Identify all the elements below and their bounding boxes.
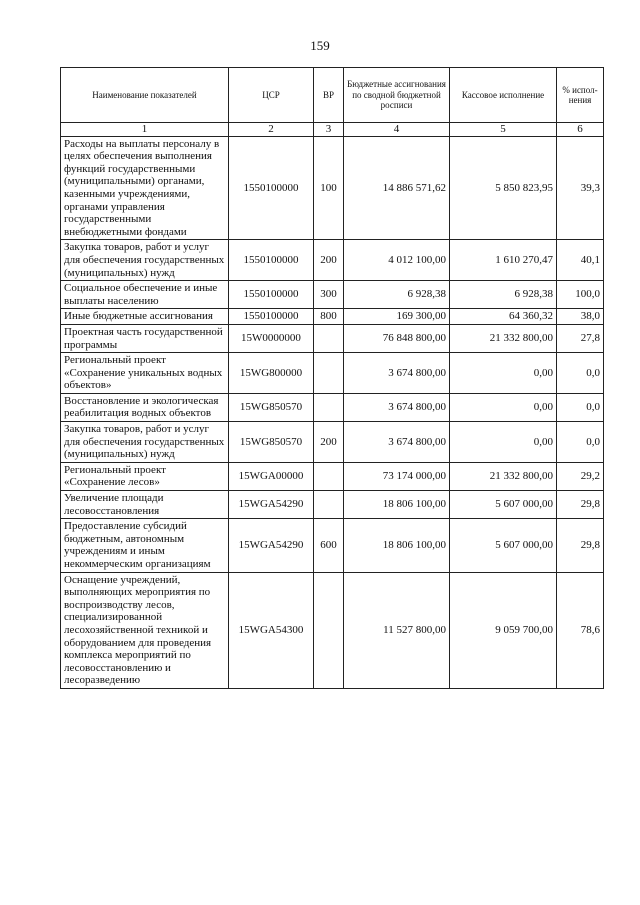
- row-name: Региональный проект «Сохранение лесов»: [61, 462, 229, 490]
- header-cash: Кассовое исполнение: [450, 68, 557, 123]
- row-vr-code: 200: [314, 240, 344, 281]
- row-percent: 29,2: [557, 462, 604, 490]
- table-row: [61, 572, 604, 688]
- column-number: 4: [344, 123, 450, 137]
- row-vr-code: [314, 324, 344, 352]
- row-percent: 0,0: [557, 393, 604, 421]
- column-number: 1: [61, 123, 229, 137]
- row-percent: 40,1: [557, 240, 604, 281]
- row-percent: 29,8: [557, 519, 604, 572]
- header-name: Наименование показателей: [61, 68, 229, 123]
- column-number: 3: [314, 123, 344, 137]
- row-cash-amount: 21 332 800,00: [450, 462, 557, 490]
- header-percent: % испол-нения: [557, 68, 604, 123]
- row-vr-code: [314, 462, 344, 490]
- row-cash-amount: 6 928,38: [450, 281, 557, 309]
- row-vr-code: [314, 393, 344, 421]
- row-name: Расходы на выплаты персоналу в целях обеспечения выполнения функций государственными (муниципальными) органами, казенными учреждениями, органами управления государственными внебюджетными фондами: [61, 136, 229, 240]
- row-budget-amount: 169 300,00: [344, 309, 450, 325]
- column-number: 5: [450, 123, 557, 137]
- row-percent: 78,6: [557, 572, 604, 688]
- row-cash-amount: 5 850 823,95: [450, 136, 557, 240]
- row-csr-code: 15WGA54290: [229, 491, 314, 519]
- table-row: [61, 281, 604, 309]
- row-name: Региональный проект «Сохранение уникальных водных объектов»: [61, 353, 229, 394]
- row-cash-amount: 5 607 000,00: [450, 519, 557, 572]
- row-percent: 38,0: [557, 309, 604, 325]
- row-budget-amount: 18 806 100,00: [344, 491, 450, 519]
- row-csr-code: 1550100000: [229, 309, 314, 325]
- row-csr-code: 1550100000: [229, 281, 314, 309]
- row-budget-amount: 76 848 800,00: [344, 324, 450, 352]
- row-budget-amount: 6 928,38: [344, 281, 450, 309]
- row-budget-amount: 14 886 571,62: [344, 136, 450, 240]
- row-name: Предоставление субсидий бюджетным, автономным учреждениям и иным некоммерческим организациям: [61, 519, 229, 572]
- table-row: [61, 422, 604, 463]
- row-cash-amount: 0,00: [450, 353, 557, 394]
- header-budget: Бюджетные ассигнования по сводной бюджетной росписи: [344, 68, 450, 123]
- row-vr-code: [314, 491, 344, 519]
- budget-execution-table: [60, 67, 604, 689]
- table-row: [61, 324, 604, 352]
- row-name: Восстановление и экологическая реабилитация водных объектов: [61, 393, 229, 421]
- row-csr-code: 15W0000000: [229, 324, 314, 352]
- row-budget-amount: 73 174 000,00: [344, 462, 450, 490]
- table-row: [61, 353, 604, 394]
- row-vr-code: 300: [314, 281, 344, 309]
- row-percent: 0,0: [557, 353, 604, 394]
- column-number: 2: [229, 123, 314, 137]
- row-percent: 29,8: [557, 491, 604, 519]
- page-number: 159: [310, 38, 330, 53]
- row-csr-code: 1550100000: [229, 240, 314, 281]
- table-row: [61, 462, 604, 490]
- table-row: [61, 491, 604, 519]
- table-row: [61, 519, 604, 572]
- row-cash-amount: 9 059 700,00: [450, 572, 557, 688]
- row-budget-amount: 4 012 100,00: [344, 240, 450, 281]
- header-vr: ВР: [314, 68, 344, 123]
- row-csr-code: 15WG850570: [229, 422, 314, 463]
- row-name: Проектная часть государственной программы: [61, 324, 229, 352]
- row-vr-code: 600: [314, 519, 344, 572]
- row-cash-amount: 0,00: [450, 393, 557, 421]
- table-row: [61, 393, 604, 421]
- row-budget-amount: 3 674 800,00: [344, 393, 450, 421]
- row-percent: 27,8: [557, 324, 604, 352]
- row-cash-amount: 0,00: [450, 422, 557, 463]
- row-vr-code: [314, 572, 344, 688]
- table-row: [61, 309, 604, 325]
- row-vr-code: 800: [314, 309, 344, 325]
- row-csr-code: 15WG800000: [229, 353, 314, 394]
- row-vr-code: 200: [314, 422, 344, 463]
- row-percent: 39,3: [557, 136, 604, 240]
- row-percent: 0,0: [557, 422, 604, 463]
- row-name: Оснащение учреждений, выполняющих мероприятия по воспроизводству лесов, специализированной лесохозяйственной техникой и оборудованием для проведения комплекса мероприятий по лесовосстановлению и лесоразведению: [61, 572, 229, 688]
- row-percent: 100,0: [557, 281, 604, 309]
- row-csr-code: 15WG850570: [229, 393, 314, 421]
- row-cash-amount: 64 360,32: [450, 309, 557, 325]
- table-row: [61, 136, 604, 240]
- header-csr: ЦСР: [229, 68, 314, 123]
- column-number: 6: [557, 123, 604, 137]
- row-budget-amount: 11 527 800,00: [344, 572, 450, 688]
- row-csr-code: 15WGA54300: [229, 572, 314, 688]
- column-number-row: [61, 123, 604, 137]
- row-name: Иные бюджетные ассигнования: [61, 309, 229, 325]
- row-csr-code: 15WGA00000: [229, 462, 314, 490]
- row-budget-amount: 3 674 800,00: [344, 353, 450, 394]
- row-vr-code: 100: [314, 136, 344, 240]
- row-cash-amount: 21 332 800,00: [450, 324, 557, 352]
- row-csr-code: 1550100000: [229, 136, 314, 240]
- row-cash-amount: 5 607 000,00: [450, 491, 557, 519]
- row-csr-code: 15WGA54290: [229, 519, 314, 572]
- table-row: [61, 240, 604, 281]
- row-name: Закупка товаров, работ и услуг для обеспечения государственных (муниципальных) нужд: [61, 240, 229, 281]
- table-header-row: [61, 68, 604, 123]
- row-vr-code: [314, 353, 344, 394]
- table-body: [61, 136, 604, 688]
- row-cash-amount: 1 610 270,47: [450, 240, 557, 281]
- row-budget-amount: 3 674 800,00: [344, 422, 450, 463]
- row-name: Социальное обеспечение и иные выплаты населению: [61, 281, 229, 309]
- row-name: Закупка товаров, работ и услуг для обеспечения государственных (муниципальных) нужд: [61, 422, 229, 463]
- row-name: Увеличение площади лесовосстановления: [61, 491, 229, 519]
- row-budget-amount: 18 806 100,00: [344, 519, 450, 572]
